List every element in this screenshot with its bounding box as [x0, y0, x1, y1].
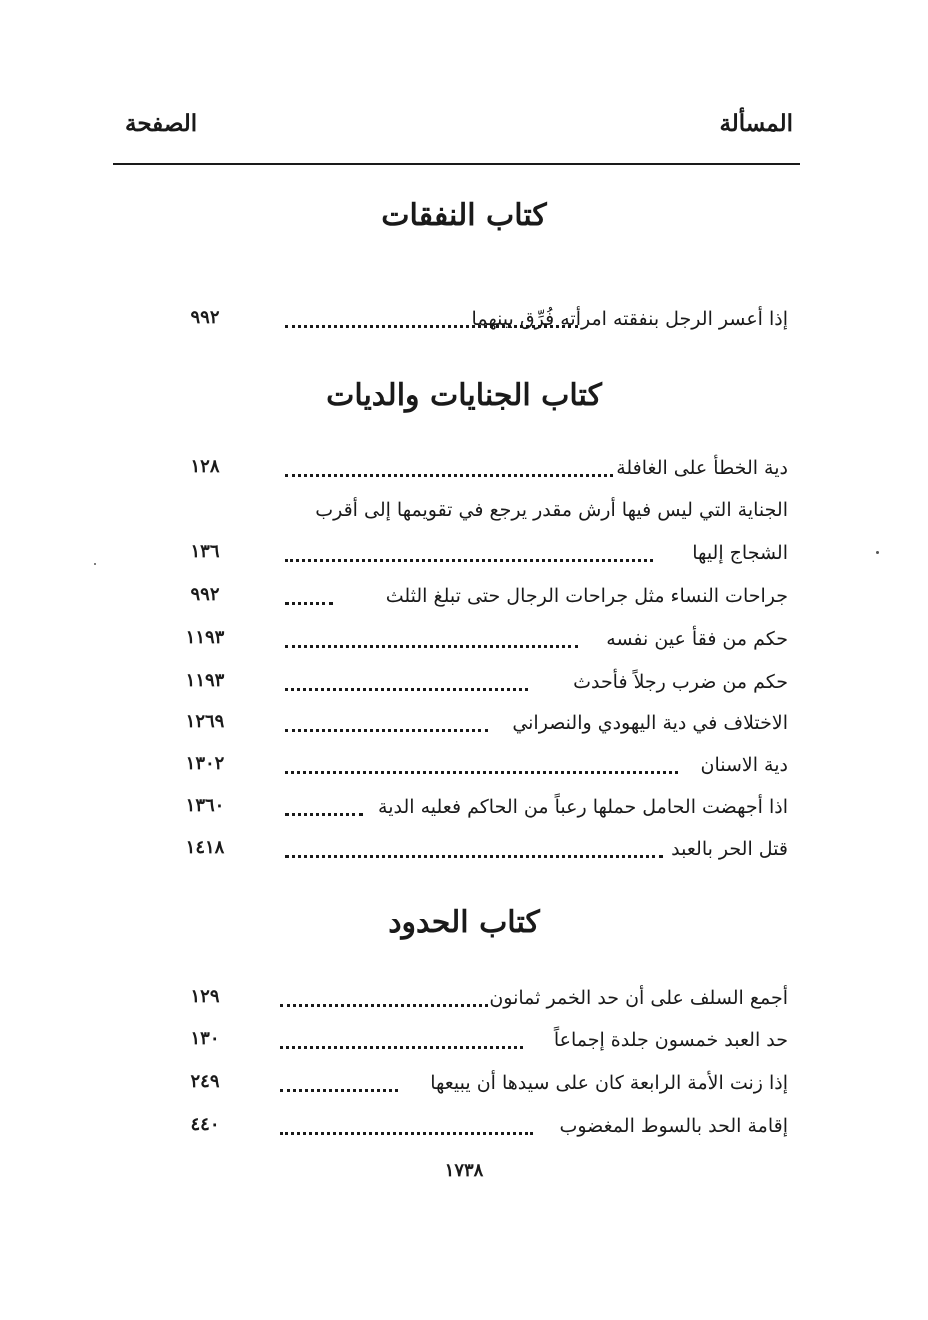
- leader-dots: [280, 1046, 523, 1049]
- leader-dots: [285, 645, 578, 648]
- entry-page: ١١٩٣: [185, 670, 225, 691]
- entry-page: ٤٤٠: [190, 1114, 220, 1135]
- entry-text: الاختلاف في دية اليهودي والنصراني: [512, 712, 788, 734]
- entry-page: ١٢٩: [190, 986, 220, 1007]
- entry-text: قتل الحر بالعبد: [671, 838, 788, 860]
- scan-speck: [876, 551, 879, 554]
- leader-dots: [285, 325, 578, 328]
- column-header-issue: المسألة: [719, 110, 793, 137]
- index-entry: [0, 623, 928, 663]
- index-entry: [0, 494, 928, 534]
- entry-page: ١١٩٣: [185, 627, 225, 648]
- section-title-jinayat: كتاب الجنايات والديات: [326, 378, 602, 413]
- index-entry: [0, 1110, 928, 1150]
- entry-text: الشجاج إليها: [692, 542, 788, 564]
- scan-speck: [94, 563, 96, 565]
- index-entry: [0, 833, 928, 873]
- section-title-nafaqat: كتاب النفقات: [381, 198, 547, 233]
- entry-page: ١٢٨: [190, 456, 220, 477]
- entry-page: ١٣٦٠: [185, 795, 225, 816]
- page-number: ١٧٣٨: [444, 1160, 484, 1181]
- leader-dots: [285, 474, 613, 477]
- index-entry: [0, 1024, 928, 1064]
- entry-text: إذا أعسر الرجل بنفقته امرأته فُرِّق بينهما: [471, 308, 788, 330]
- entry-text: دية الاسنان: [700, 754, 788, 776]
- entry-text: أجمع السلف على أن حد الخمر ثمانون: [489, 987, 788, 1009]
- leader-dots: [285, 559, 653, 562]
- entry-text: الجناية التي ليس فيها أرش مقدر يرجع في تقويمها إلى أقرب: [315, 499, 788, 521]
- leader-dots: [280, 1132, 533, 1135]
- entry-text: إذا زنت الأمة الرابعة كان على سيدها أن يبيعها: [430, 1072, 788, 1094]
- index-entry: [0, 666, 928, 706]
- entry-page: ١٣٠٢: [185, 753, 225, 774]
- index-entry: [0, 1067, 928, 1107]
- entry-page: ٩٩٢: [190, 307, 220, 328]
- index-entry: [0, 537, 928, 577]
- entry-page: ١٣٦: [190, 541, 220, 562]
- leader-dots: [280, 1004, 488, 1007]
- section-title-hudud: كتاب الحدود: [388, 905, 540, 940]
- index-entry: [0, 580, 928, 620]
- entry-text: جراحات النساء مثل جراحات الرجال حتى تبلغ الثلث: [385, 585, 788, 607]
- leader-dots: [285, 602, 333, 605]
- entry-text: إقامة الحد بالسوط المغضوب: [559, 1115, 788, 1137]
- entry-page: ١٣٠: [190, 1028, 220, 1049]
- leader-dots: [285, 729, 488, 732]
- leader-dots: [285, 855, 663, 858]
- index-entry: [0, 791, 928, 831]
- entry-page: ٩٩٢: [190, 584, 220, 605]
- index-entry: [0, 303, 928, 343]
- entry-text: دية الخطأ على الغافلة: [616, 457, 788, 479]
- leader-dots: [285, 771, 678, 774]
- index-entry: [0, 982, 928, 1022]
- leader-dots: [285, 688, 528, 691]
- leader-dots: [280, 1089, 398, 1092]
- index-entry: [0, 707, 928, 747]
- index-entry: [0, 452, 928, 492]
- entry-page: ١٤١٨: [185, 837, 225, 858]
- header-divider: [113, 163, 800, 165]
- entry-text: اذا أجهضت الحامل حملها رعباً من الحاكم فعليه الدية: [378, 796, 788, 818]
- entry-page: ٢٤٩: [190, 1071, 220, 1092]
- leader-dots: [285, 813, 363, 816]
- index-entry: [0, 749, 928, 789]
- entry-page: ١٢٦٩: [185, 711, 225, 732]
- entry-text: حد العبد خمسون جلدة إجماعاً: [553, 1029, 788, 1051]
- column-header-page: الصفحة: [125, 110, 198, 137]
- entry-text: حكم من فقأ عين نفسه: [606, 628, 788, 650]
- entry-text: حكم من ضرب رجلاً فأحدث: [573, 671, 788, 693]
